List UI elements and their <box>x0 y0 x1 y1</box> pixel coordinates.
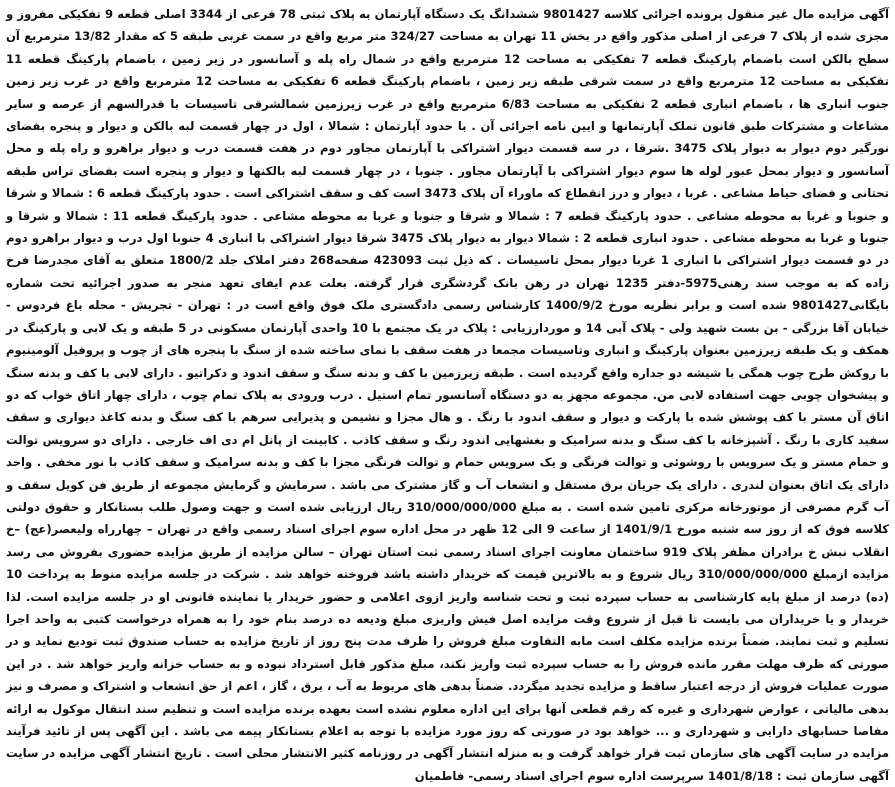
auction-notice-text: آگهی مزایده مال غیر منقول پرونده اجرائی کلاسه 9801427 ششدانگ یک دستگاه آپارتمان به پلاک ثبتی 78 فرعی از 3344 اصلی قطعه 9 تفکیکی مفروز و مجزی شده از پلاک 7 فرعی از اصلی مذکور واقع در بخش 11 تهران به مساحت 324/27 متر مربع واقع در سمت غربی طبقه 5 که مقدار 13/82 مترمربع آن سطح بالکن است باضمام پارکینگ قطعه 7 تفکیکی به مساحت 12 مترمربع واقع در شمال راه پله و آسانسور در زیر زمین ، باضمام پارکینگ قطعه 11 تفکیکی به مساحت 12 مترمربع واقع در سمت شرقی طبقه زیر زمین ، باضمام پارکینگ قطعه 6 تفکیکی به مساحت 12 مترمربع واقع در غرب زیر زمین جنوب انباری ها ، باضمام انباری قطعه 2 تفکیکی به مساحت 6/83 مترمربع واقع در غرب زیرزمین شمالشرقی تاسیسات با قدرالسهم از عرصه و سایر مشاعات و مشترکات طبق قانون تملک آپارتمانها و ایین نامه اجرائی آن . با حدود آپارتمان : شمالا ، اول در چهار قسمت لبه بالکن و دیوار و پنجره بفضای نورگیر دوم دیوار به دیوار پلاک 3475 .شرقا ، در سه قسمت دیوار اشتراکی با آپارتمان مجاور دوم در هفت قسمت درب و دیوار براهرو و راه پله و محل آسانسور و دیوار بمحل عبور لوله ها سوم دیوار اشتراکی با آپارتمان مجاور . جنوبا ، در چهار قسمت لبه بالکنها و دیوار و پنجره است بفضای تراس طبقه تحتانی و فضای حیاط مشاعی . غربا ، دیوار و درز انقطاع که ماوراء آن پلاک 3473 است کف و سقف اشتراکی است . حدود پارکینگ قطعه 6 : شمالا و شرقا و جنوبا و غربا به محوطه مشاعی . حدود پارکینگ قطعه 7 : شمالا و شرقا و جنوبا و غربا به محوطه مشاعی . حدود پارکینگ قطعه 11 : شمالا و شرقا و جنوبا و غربا به محوطه مشاعی . حدود انباری قطعه 2 : شمالا دیوار به دیوار پلاک 3475 شرقا دیوار اشتراکی با انباری 4 جنوبا اول درب و دیوار براهرو دوم در دو قسمت دیوار اشتراکی با انباری 1 غربا دیوار بمحل تاسیسات . که ذیل ثبت 423093 صفحه268 دفتر املاک جلد 1800/2 متعلق به آقای مجدرضا فرخ زاده که به موجب سند رهنی5975-دفتر 1235 تهران در رهن بانک گردشگری قرار گرفته. بعلت عدم ایفای تعهد منجر به صدور اجرائیه تحت شماره بایگانی9801427 شده است و برابر نظریه مورخ 1400/9/2 کارشناس رسمی دادگستری ملک فوق واقع است در : تهران - تجریش - محله باغ فردوس - خیابان آقا بزرگی - بن بست شهید ولی - پلاک آبی 14 و موردارزیابی : پلاک در یک مجتمع با 10 واحدی آپارتمان مسکونی در 5 طبقه و یک لابی و پارکینگ در همکف و یک طبقه زیرزمین بعنوان پارکینگ و انباری وتاسیسات مجمعا در هفت سقف با نمای ساخته شده از سنگ با پنجره های از چوب و پروفیل آلومینیوم با روکش طرح چوب همگی با شیشه دو جداره واقع گردیده است . طبقه زیرزمین با کف و بدنه سنگ و سقف اندود و دکراتیو . دارای لابی با کف و بدنه سنگ و پیشخوان چوبی جهت استفاده لابی من. مجموعه مجهز به دو دستگاه آسانسور تمام استیل . درب ورودی به پلاک تمام چوب ، دارای چهار اتاق خواب که دو اتاق آن مستر با کف پوشش شده با پارکت و دیوار و سقف اندود با رنگ . و هال مجزا و نشیمن و پذیرایی سرهم با کف سنگ و بدنه کاغذ دیواری و سقف سفید کاری با رنگ . آشپزخانه با کف سنگ و بدنه سرامیک و بغشهایی اندود رنگ و سقف کاذب . کابینت از پانل ام دی اف خارجی . دارای دو سرویس توالت و حمام مستر و یک سرویس با روشوئی و توالت فرنگی و یک سرویس حمام و توالت فرنگی مجزا با کف و بدنه سرامیک و سقف کاذب با نور مخفی . واحد دارای یک اتاق بعنوان لندری . دارای یک جریان برق مستقل و انشعاب آب و گاز مشترک می باشد . سرمایش و گرمایش مجموعه از طریق فن کویل سقف و آب گرم مصرفی از موتورخانه مرکزی تامین شده است . به مبلغ 310/000/000/000 ریال ارزیابی شده است و جهت وصول طلب بستانکار و حقوق دولتی کلاسه فوق که از روز سه شنبه مورخ 1401/9/1 از ساعت 9 الی 12 ظهر در محل اداره سوم اجرای اسناد رسمی واقع در تهران – چهارراه ولیعصر(عج) –خ انقلاب نبش خ برادران مظفر پلاک 919 ساختمان معاونت اجرای اسناد رسمی ثبت استان تهران – سالن مزایده از طریق مزایده حضوری بفروش می رسد مزایده ازمبلغ 310/000/000/000 ریال شروع و به بالاترین قیمت که خریدار داشته باشد فروخته خواهد شد . شرکت در جلسه مزایده منوط به پرداخت 10 (ده) درصد از مبلغ پایه کارشناسی به حساب سپرده ثبت و تحت شناسه واریز ازوی اعلامی و حضور خریدار یا نماینده قانونی او در جلسه مزایده است. لذا خریدار و یا خریداران می بایست تا قبل از شروع وقت مزایده اصل فیش واریزی مبلغ ودیعه ده درصد بنام خود را به همراه درخواست کتبی به واحد اجرا تسلیم و ثبت نمایند. ضمناً برنده مزایده مکلف است مابه التفاوت مبلغ فروش را ظرف مدت پنج روز از تاریخ مزایده به حساب صندوق ثبت تودیع نماید و در صورتی که ظرف مهلت مقرر مانده فروش را به حساب سپرده ثبت واریز نکند، مبلغ مذکور قابل استرداد نبوده و به حساب خزانه واریز خواهد شد . در این صورت عملیات فروش از درجه اعتبار ساقط و مزایده تجدید میگردد. ضمناً بدهی های مربوط به آب ، برق ، گاز ، اعم از حق انشعاب و اشتراک و مصرف و نیز بدهی مالیاتی ، عوارض شهرداری و غیره که رقم قطعی آنها برای این اداره معلوم نشده است بعهده برنده مزایده است و تنظیم سند انتقال موکول به ارائه مفاصا حسابهای دارایی و شهرداری و ... خواهد بود در صورتی که روز مورد مزایده با توجه به اعلام بستانکار پیمه می باشد . این آگهی پس از تائید فرآیند مزایده در سایت آگهی های سازمان ثبت قرار خواهد گرفت و به منزله انتشار آگهی در روزنامه کثیر الانتشار محلی است . تاریخ انتشار آگهی مزایده در سایت آگهی سازمان ثبت : 1401/8/18 سرپرست اداره سوم اجرای اسناد رسمی- فاطمیان <box>6 7 890 783</box>
